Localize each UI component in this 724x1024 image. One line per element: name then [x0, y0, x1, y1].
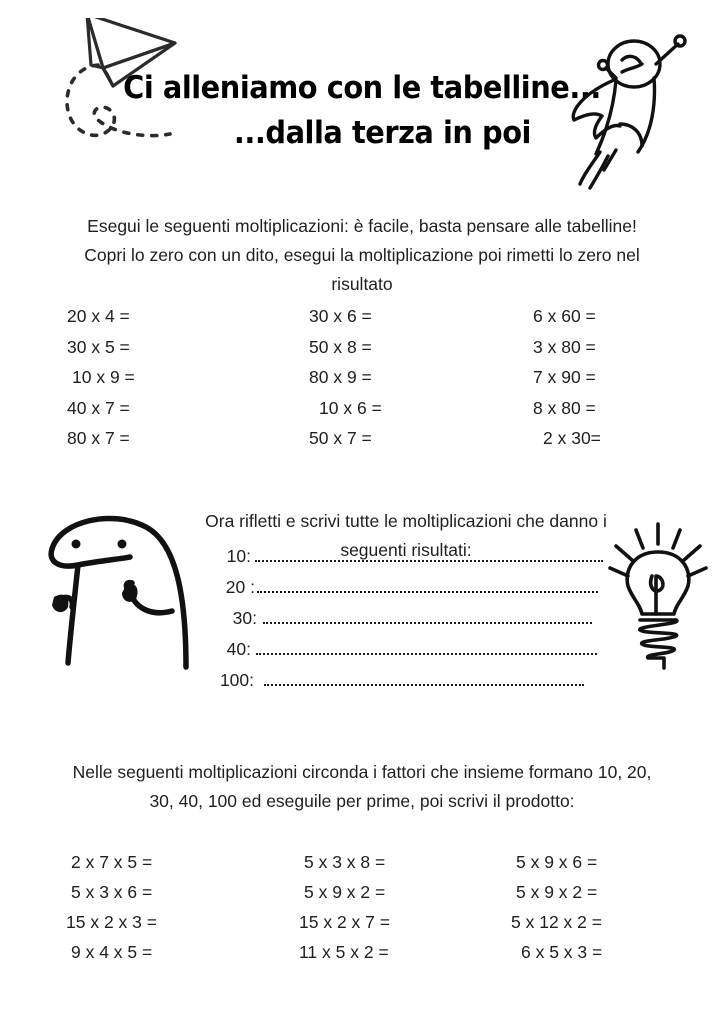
exercise-column-2 — [299, 847, 390, 967]
exercise-column-2 — [309, 301, 382, 454]
exercise-item[interactable]: 30 x 5 = — [67, 336, 130, 357]
answer-label: 20 : — [225, 577, 255, 597]
answer-dotted-line[interactable] — [264, 668, 584, 686]
exercise-item[interactable]: 80 x 9 = — [309, 367, 372, 387]
section3-instructions: Nelle seguenti moltiplicazioni circonda i fattori che insieme formano 10, 20, 30, 40, 100 ed eseguile per prime, poi scrivi il prodotto: — [72, 761, 652, 811]
answer-label: 30: — [232, 608, 257, 628]
exercise-item[interactable]: 5 x 12 x 2 = — [511, 912, 602, 932]
exercise-item[interactable]: 2 x 30= — [543, 428, 601, 448]
title-line-1: Ci alleniamo con le tabelline... — [123, 70, 601, 106]
exercise-item[interactable]: 5 x 9 x 6 = — [516, 852, 598, 872]
answer-row[interactable] — [0, 544, 724, 575]
answer-dotted-line[interactable] — [257, 575, 598, 593]
exercise-item[interactable]: 50 x 7 = — [309, 428, 372, 448]
answer-dotted-line[interactable] — [263, 606, 592, 624]
exercise-item[interactable]: 50 x 8 = — [309, 336, 372, 357]
exercise-column-1 — [67, 301, 135, 454]
exercise-item[interactable]: 10 x 9 = — [72, 367, 135, 387]
exercise-item[interactable]: 80 x 7 = — [67, 428, 130, 448]
exercise-item[interactable]: 9 x 4 x 5 = — [71, 942, 153, 962]
answer-row[interactable] — [0, 575, 724, 606]
section2-instructions: Ora rifletti e scrivi tutte le moltiplicazioni che danno i seguenti risultati: — [205, 510, 607, 560]
answer-label: 40: — [226, 639, 251, 659]
exercise-item[interactable]: 5 x 3 x 8 = — [304, 852, 386, 872]
exercise-item[interactable]: 40 x 7 = — [67, 397, 130, 418]
exercise-item[interactable]: 3 x 80 = — [533, 336, 596, 357]
exercise-item[interactable]: 15 x 2 x 3 = — [66, 912, 157, 932]
exercise-item[interactable]: 30 x 6 = — [309, 306, 372, 326]
exercise-item[interactable]: 6 x 60 = — [533, 306, 596, 326]
exercise-item[interactable]: 5 x 9 x 2 = — [516, 882, 598, 902]
answer-label: 100: — [219, 670, 254, 690]
exercise-item[interactable]: 5 x 3 x 6 = — [71, 882, 153, 902]
exercise-column-3 — [533, 301, 601, 454]
exercise-item[interactable]: 15 x 2 x 7 = — [299, 912, 390, 932]
page-header — [0, 0, 724, 185]
title-line-2: ...dalla terza in poi — [233, 115, 531, 151]
exercise-item[interactable]: 11 x 5 x 2 = — [299, 942, 389, 962]
exercise-item[interactable]: 20 x 4 = — [67, 306, 130, 326]
answer-row[interactable] — [0, 668, 724, 699]
answer-row[interactable] — [0, 606, 724, 637]
exercise-item[interactable]: 10 x 6 = — [319, 397, 382, 418]
exercise-item[interactable]: 6 x 5 x 3 = — [521, 942, 603, 962]
exercise-item[interactable]: 8 x 80 = — [533, 397, 596, 418]
answer-row[interactable] — [0, 637, 724, 668]
section1-instructions: Esegui le seguenti moltiplicazioni: è facile, basta pensare alle tabelline! Copri lo zero con un dito, esegui la moltiplicazione poi rimetti lo zero nel risultato — [84, 215, 640, 294]
section2-answer-lines — [0, 544, 724, 699]
exercise-column-3 — [511, 847, 602, 967]
answer-dotted-line[interactable] — [255, 544, 603, 562]
exercise-item[interactable]: 2 x 7 x 5 = — [71, 852, 153, 872]
flying-superhero-icon — [556, 28, 711, 193]
answer-label: 10: — [226, 546, 251, 566]
exercise-item[interactable]: 7 x 90 = — [533, 367, 596, 387]
answer-dotted-line[interactable] — [256, 637, 597, 655]
exercise-column-1 — [66, 847, 157, 967]
exercise-item[interactable]: 5 x 9 x 2 = — [304, 882, 386, 902]
